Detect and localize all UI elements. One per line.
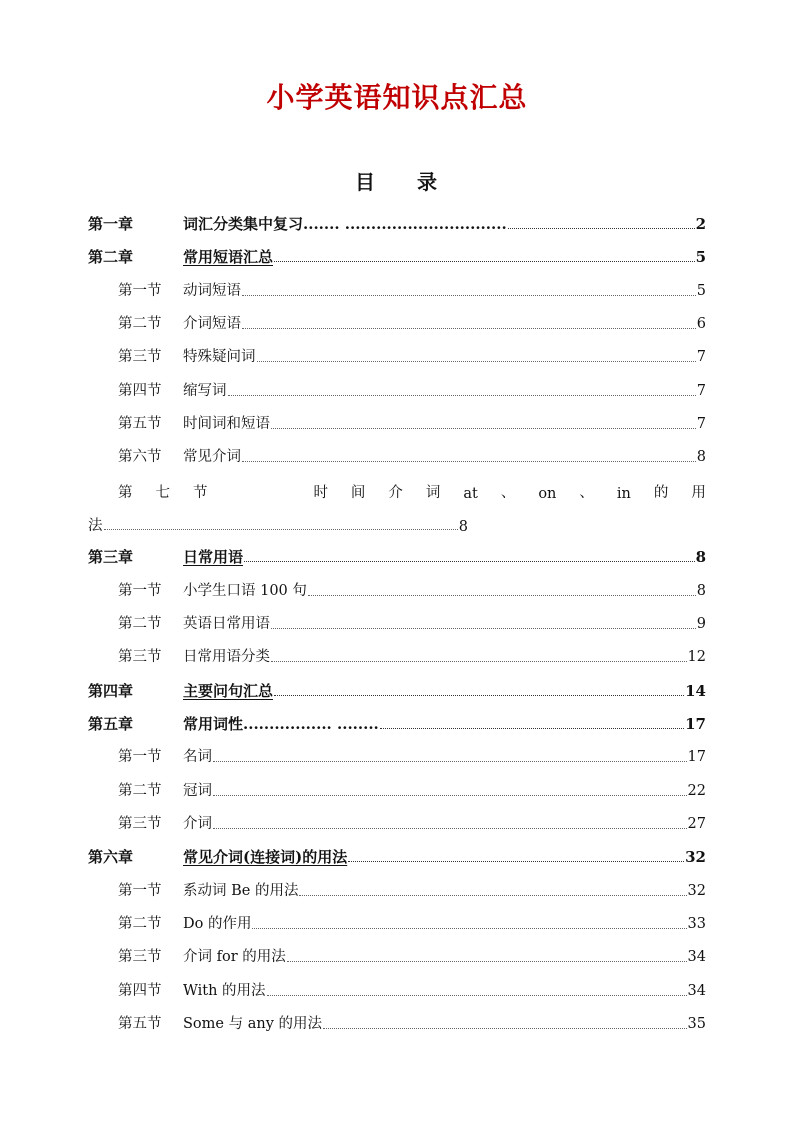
entry-page: 8 bbox=[458, 519, 468, 535]
entry-token: on bbox=[538, 486, 557, 502]
entry-title: 主要问句汇总 bbox=[183, 682, 274, 700]
entry-page: 7 bbox=[696, 349, 706, 365]
entry-token: at bbox=[463, 486, 478, 502]
toc-entry-chapter-1[interactable] bbox=[88, 210, 706, 234]
dot-leader bbox=[257, 360, 696, 362]
dot-leader bbox=[274, 694, 684, 696]
entry-title: 介词 bbox=[183, 816, 212, 832]
entry-page: 7 bbox=[696, 383, 706, 399]
entry-page: 34 bbox=[687, 949, 706, 965]
entry-number: 第二节 bbox=[118, 616, 162, 632]
entry-token: 用 bbox=[691, 485, 706, 501]
entry-token: 时 bbox=[313, 485, 328, 501]
dot-leader bbox=[244, 560, 695, 562]
entry-page: 5 bbox=[696, 283, 706, 299]
entry-title: 词汇分类集中复习....... ............................... bbox=[183, 215, 507, 233]
entry-page: 14 bbox=[685, 682, 706, 700]
dot-leader bbox=[271, 427, 696, 429]
toc-entry-chapter-6[interactable] bbox=[88, 843, 706, 867]
entry-title: 冠词 bbox=[183, 783, 212, 799]
entry-title: Some 与 any 的用法 bbox=[183, 1016, 322, 1032]
toc-entry-section[interactable] bbox=[118, 643, 706, 667]
dot-leader bbox=[213, 827, 687, 829]
toc-entry-section[interactable] bbox=[118, 743, 706, 767]
entry-page: 8 bbox=[696, 449, 706, 465]
entry-title: 常见介词(连接词)的用法 bbox=[183, 848, 348, 866]
toc-entry-section[interactable] bbox=[118, 977, 706, 1001]
entry-token: 间 bbox=[350, 485, 366, 501]
toc-entry-section[interactable] bbox=[118, 343, 706, 367]
entry-title: 法 bbox=[88, 518, 103, 534]
toc-entry-section-7[interactable] bbox=[118, 478, 706, 502]
dot-leader bbox=[252, 927, 686, 929]
toc-heading bbox=[0, 166, 794, 195]
dot-leader bbox=[380, 727, 684, 729]
entry-title: 日常用语分类 bbox=[183, 649, 270, 665]
entry-title: 介词 for 的用法 bbox=[183, 949, 286, 965]
toc-entry-section[interactable] bbox=[118, 777, 706, 801]
toc-entry-section[interactable] bbox=[118, 910, 706, 934]
entry-number: 第六章 bbox=[88, 848, 134, 866]
entry-page: 33 bbox=[687, 916, 706, 932]
entry-title: 名词 bbox=[183, 749, 212, 765]
dot-leader bbox=[271, 627, 696, 629]
dot-leader bbox=[274, 260, 695, 262]
dot-leader bbox=[323, 1027, 687, 1029]
toc-entry-chapter-2[interactable] bbox=[88, 243, 706, 267]
entry-title: 英语日常用语 bbox=[183, 616, 270, 632]
entry-page: 9 bbox=[696, 616, 706, 632]
entry-number: 第五节 bbox=[118, 416, 162, 432]
toc-entry-chapter-3[interactable] bbox=[88, 543, 706, 567]
dot-leader bbox=[267, 994, 687, 996]
entry-page: 8 bbox=[695, 548, 706, 566]
entry-title: With 的用法 bbox=[183, 983, 266, 999]
entry-page: 32 bbox=[685, 848, 706, 866]
entry-token: 第 bbox=[118, 485, 133, 501]
entry-title: 常用词性................. ........ bbox=[183, 715, 379, 733]
entry-token: 、 bbox=[500, 485, 516, 501]
toc-entry-chapter-5[interactable] bbox=[88, 710, 706, 734]
toc-entry-section[interactable] bbox=[118, 810, 706, 834]
entry-page: 17 bbox=[687, 749, 706, 765]
entry-number: 第六节 bbox=[118, 449, 162, 465]
toc-entry-section[interactable] bbox=[118, 310, 706, 334]
dot-leader bbox=[299, 894, 686, 896]
entry-number: 第一节 bbox=[118, 583, 162, 599]
dot-leader bbox=[228, 394, 696, 396]
entry-number: 第一节 bbox=[118, 283, 162, 299]
entry-title: 常见介词 bbox=[183, 449, 241, 465]
dot-leader bbox=[104, 528, 458, 530]
entry-number: 第一章 bbox=[88, 215, 134, 233]
entry-page: 7 bbox=[696, 416, 706, 432]
entry-page: 17 bbox=[685, 715, 706, 733]
entry-page: 6 bbox=[696, 316, 706, 332]
entry-number: 第三节 bbox=[118, 816, 162, 832]
entry-number: 第二章 bbox=[88, 248, 134, 266]
entry-title: 日常用语 bbox=[183, 548, 244, 566]
entry-title: 小学生口语 100 句 bbox=[183, 583, 307, 599]
entry-page: 27 bbox=[687, 816, 706, 832]
toc-entry-chapter-4[interactable] bbox=[88, 677, 706, 701]
entry-page: 22 bbox=[687, 783, 706, 799]
entry-number: 第五节 bbox=[118, 1016, 162, 1032]
entry-token: 的 bbox=[653, 485, 669, 501]
entry-number: 第二节 bbox=[118, 916, 162, 932]
dot-leader bbox=[271, 660, 687, 662]
dot-leader bbox=[242, 327, 696, 329]
entry-token: in bbox=[616, 486, 631, 502]
document-title: 小学英语知识点汇总 bbox=[266, 81, 528, 114]
dot-leader bbox=[213, 794, 687, 796]
toc-entry-section[interactable] bbox=[118, 1010, 706, 1034]
toc-entry-section[interactable] bbox=[118, 577, 706, 601]
entry-page: 35 bbox=[687, 1016, 706, 1032]
entry-token: 、 bbox=[579, 485, 594, 501]
entry-number: 第三章 bbox=[88, 548, 134, 566]
entry-title: 时间词和短语 bbox=[183, 416, 270, 432]
entry-title: Do 的作用 bbox=[183, 916, 252, 932]
entry-token: 词 bbox=[425, 485, 441, 501]
entry-number: 第二节 bbox=[118, 316, 162, 332]
entry-title: 动词短语 bbox=[183, 283, 241, 299]
dot-leader bbox=[348, 860, 684, 862]
entry-page: 34 bbox=[687, 983, 706, 999]
dot-leader bbox=[242, 294, 696, 296]
entry-number: 第四章 bbox=[88, 682, 134, 700]
entry-number: 第四节 bbox=[118, 983, 162, 999]
entry-number: 第一节 bbox=[118, 883, 162, 899]
toc-heading-char-1: 目 bbox=[355, 170, 377, 194]
toc-entry-section[interactable] bbox=[118, 943, 706, 967]
entry-title: 系动词 Be 的用法 bbox=[183, 883, 299, 899]
toc-entry-section[interactable] bbox=[118, 410, 706, 434]
toc-heading-char-2: 录 bbox=[417, 170, 439, 194]
toc-entry-section[interactable] bbox=[118, 877, 706, 901]
entry-number: 第一节 bbox=[118, 749, 162, 765]
entry-number: 第三节 bbox=[118, 649, 162, 665]
entry-title: 特殊疑问词 bbox=[183, 349, 256, 365]
entry-token: 介 bbox=[388, 485, 403, 501]
entry-page: 8 bbox=[696, 583, 706, 599]
entry-page: 2 bbox=[695, 215, 706, 233]
toc-entry-section[interactable] bbox=[118, 377, 706, 401]
entry-number: 第二节 bbox=[118, 783, 162, 799]
entry-page: 5 bbox=[695, 248, 706, 266]
entry-title: 介词短语 bbox=[183, 316, 241, 332]
toc-entry-section[interactable] bbox=[118, 610, 706, 634]
toc-entry-section[interactable] bbox=[118, 277, 706, 301]
entry-number: 第三节 bbox=[118, 349, 162, 365]
entry-number: 第三节 bbox=[118, 949, 162, 965]
entry-number: 第五章 bbox=[88, 715, 134, 733]
entry-page: 12 bbox=[687, 649, 706, 665]
entry-title: 缩写词 bbox=[183, 383, 227, 399]
entry-token: 七 bbox=[155, 485, 170, 501]
dot-leader bbox=[287, 960, 687, 962]
entry-number: 第四节 bbox=[118, 383, 162, 399]
dot-leader bbox=[213, 760, 687, 762]
toc-entry-section[interactable] bbox=[118, 443, 706, 467]
entry-token: 节 bbox=[192, 485, 208, 501]
entry-page: 32 bbox=[687, 883, 706, 899]
dot-leader bbox=[508, 227, 695, 229]
toc-entry-section-7-continuation[interactable] bbox=[88, 511, 468, 535]
entry-title: 常用短语汇总 bbox=[183, 248, 274, 266]
dot-leader bbox=[242, 460, 696, 462]
dot-leader bbox=[308, 594, 696, 596]
